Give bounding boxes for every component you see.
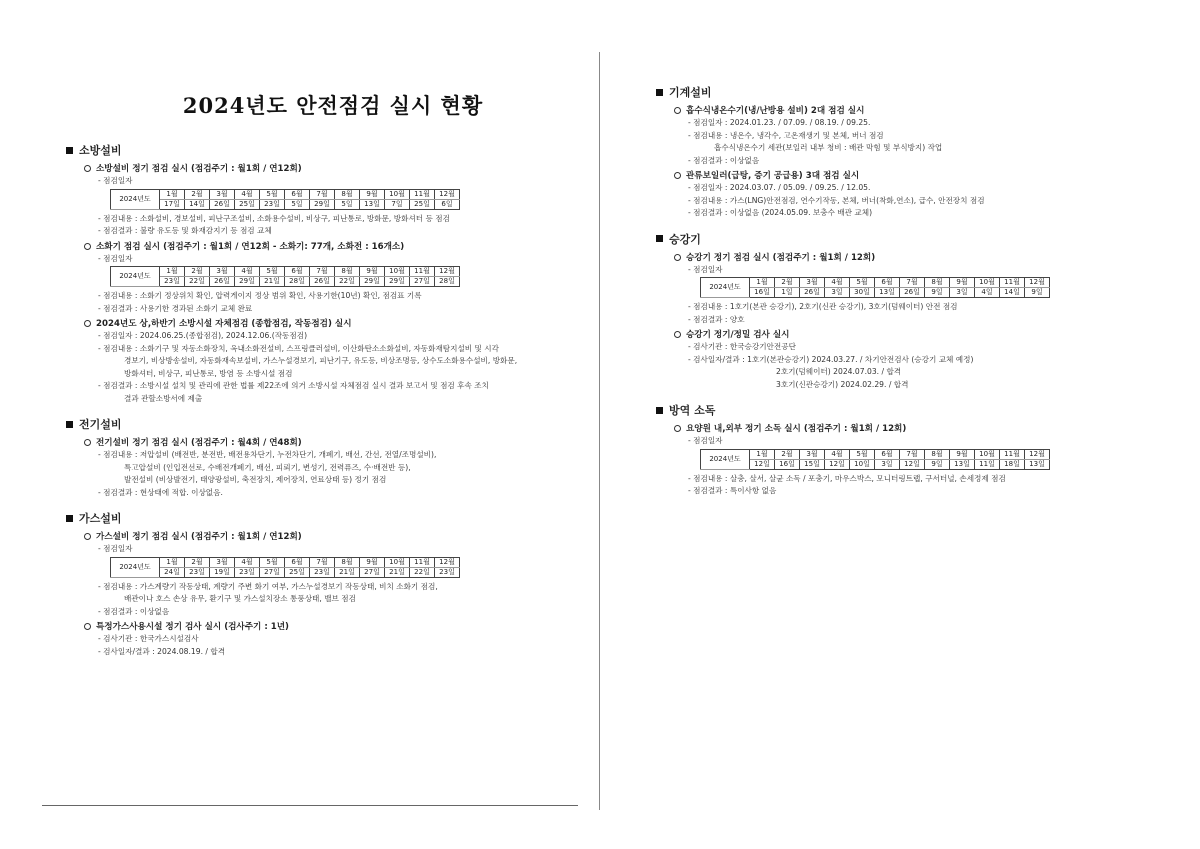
schedule-day-cell: 14일	[185, 199, 210, 209]
circle-bullet-icon	[84, 243, 91, 250]
subsection-title-text: 2024년도 상,하반기 소방시설 자체점검 (종합점검, 작동점검) 실시	[96, 319, 352, 329]
schedule-day-cell: 23일	[235, 567, 260, 577]
section-title	[656, 84, 1086, 100]
schedule-month-cell: 12월	[1025, 278, 1050, 288]
right-column	[656, 84, 1086, 509]
detail-line: - 점검결과 : 불량 유도등 및 화재감지기 등 점검 교체	[98, 226, 272, 235]
circle-bullet-icon	[84, 623, 91, 630]
detail-line: - 점검일자	[98, 176, 133, 185]
schedule-day-cell: 22일	[410, 567, 435, 577]
schedule-day-row	[111, 277, 460, 287]
subsection	[84, 530, 566, 617]
schedule-month-cell: 8월	[925, 278, 950, 288]
schedule-day-cell: 13일	[950, 459, 975, 469]
square-bullet-icon	[66, 515, 73, 522]
schedule-month-cell: 4월	[825, 278, 850, 288]
schedule-day-cell: 27일	[410, 277, 435, 287]
schedule-month-cell: 9월	[360, 267, 385, 277]
schedule-month-cell: 4월	[235, 267, 260, 277]
schedule-day-row	[701, 288, 1050, 298]
schedule-day-cell: 19일	[210, 567, 235, 577]
detail-line: - 점검일자	[688, 264, 723, 274]
schedule-day-cell: 29일	[235, 277, 260, 287]
subsection	[674, 422, 1086, 497]
schedule-month-cell: 8월	[925, 449, 950, 459]
section-title-text: 방역 소독	[669, 404, 716, 417]
detail-line: - 점검일자	[98, 544, 133, 553]
subsection-title	[84, 240, 566, 252]
detail-line: - 검사기관 : 한국승강기안전공단	[688, 342, 796, 351]
detail-line: - 점검일자	[98, 253, 133, 263]
detail-line: - 점검결과 : 이상없음 (2024.05.09. 보충수 배관 교체)	[688, 208, 873, 217]
schedule-day-cell: 24일	[160, 567, 185, 577]
detail-line: - 점검결과 : 특이사항 없음	[688, 486, 777, 495]
schedule-month-cell: 7월	[900, 449, 925, 459]
column-divider	[599, 52, 600, 810]
schedule-month-cell: 3월	[210, 267, 235, 277]
section-title-text: 소방설비	[79, 144, 122, 157]
schedule-day-row	[701, 459, 1050, 469]
schedule-day-cell: 22일	[185, 277, 210, 287]
schedule-month-cell: 1월	[750, 449, 775, 459]
schedule-month-cell: 11월	[410, 189, 435, 199]
schedule-month-cell: 3월	[210, 189, 235, 199]
subsection	[674, 251, 1086, 326]
schedule-month-cell: 3월	[210, 557, 235, 567]
schedule-day-cell: 12일	[900, 459, 925, 469]
schedule-month-cell: 2월	[185, 557, 210, 567]
section	[66, 510, 566, 657]
schedule-month-cell: 1월	[160, 557, 185, 567]
schedule-year-cell: 2024년도	[701, 278, 750, 298]
square-bullet-icon	[66, 147, 73, 154]
schedule-day-cell: 11일	[975, 459, 1000, 469]
schedule-month-cell: 1월	[160, 267, 185, 277]
schedule-day-cell: 22일	[335, 277, 360, 287]
schedule-day-cell: 13일	[1025, 459, 1050, 469]
schedule-day-cell: 29일	[360, 277, 385, 287]
schedule-month-cell: 5월	[260, 267, 285, 277]
schedule-month-cell: 6월	[875, 449, 900, 459]
detail-line: - 점검내용 : 소화기 정상위치 확인, 압력게이지 정상 범위 확인, 사용기한(10년) 확인, 점검표 기록	[98, 291, 422, 300]
schedule-month-cell: 9월	[950, 278, 975, 288]
schedule-month-row	[111, 189, 460, 199]
detail-continuation: 2호기(덤웨이터) 2024.07.03. / 합격	[776, 367, 902, 376]
schedule-month-cell: 9월	[360, 189, 385, 199]
schedule-day-cell: 27일	[360, 567, 385, 577]
schedule-month-row	[701, 278, 1050, 288]
schedule-day-cell: 13일	[360, 199, 385, 209]
section-title	[656, 231, 1086, 247]
schedule-month-cell: 7월	[310, 557, 335, 567]
schedule-day-cell: 5일	[335, 199, 360, 209]
detail-continuation: 특고압설비 (인입전선로, 수배전개폐기, 배선, 피뢰기, 변성기, 전력퓨즈, 수·배전반 등),	[124, 462, 411, 472]
detail-line: - 점검결과 : 양호	[688, 314, 745, 324]
detail-line: - 점검결과 : 소방시설 설치 및 관리에 관한 법률 제22조에 의거 소방시설 자체점검 실시 결과 보고서 및 점검 후속 조치	[98, 381, 489, 390]
schedule-day-cell: 9일	[925, 288, 950, 298]
subsection	[84, 620, 566, 657]
schedule-day-cell: 3일	[825, 288, 850, 298]
schedule-day-cell: 6일	[435, 199, 460, 209]
schedule-month-row	[111, 267, 460, 277]
section	[656, 231, 1086, 391]
schedule-day-cell: 17일	[160, 199, 185, 209]
schedule-day-cell: 7일	[385, 199, 410, 209]
detail-continuation: 경보기, 비상방송설비, 자동화재속보설비, 가스누설경보기, 피난기구, 유도등, 비상조명등, 상수도소화용수설비, 방화문,	[124, 356, 518, 365]
schedule-table	[110, 557, 460, 578]
schedule-day-cell: 28일	[285, 277, 310, 287]
schedule-day-cell: 18일	[1000, 459, 1025, 469]
subsection-title	[84, 620, 566, 632]
schedule-day-cell: 29일	[310, 199, 335, 209]
schedule-day-cell: 21일	[335, 567, 360, 577]
detail-line: - 검사일자/결과 : 2024.08.19. / 합격	[98, 646, 226, 656]
schedule-day-cell: 30일	[850, 288, 875, 298]
schedule-month-row	[701, 449, 1050, 459]
schedule-day-cell: 26일	[210, 199, 235, 209]
schedule-month-cell: 7월	[310, 189, 335, 199]
square-bullet-icon	[656, 235, 663, 242]
subsection	[84, 317, 566, 404]
schedule-month-cell: 11월	[1000, 278, 1025, 288]
schedule-day-cell: 12일	[750, 459, 775, 469]
schedule-year-cell: 2024년도	[111, 189, 160, 209]
square-bullet-icon	[656, 89, 663, 96]
section-title	[656, 402, 1086, 418]
schedule-month-cell: 11월	[1000, 449, 1025, 459]
schedule-day-cell: 21일	[260, 277, 285, 287]
section-title	[66, 416, 566, 432]
schedule-month-cell: 9월	[950, 449, 975, 459]
subsection-title-text: 흡수식냉온수기(냉/난방용 설비) 2대 점검 실시	[686, 106, 865, 116]
schedule-day-cell: 10일	[850, 459, 875, 469]
left-column	[66, 84, 566, 669]
detail-line: - 점검일자 : 2024.01.23. / 07.09. / 08.19. / 09.25.	[688, 118, 871, 127]
schedule-month-cell: 3월	[800, 449, 825, 459]
subsection-title-text: 특정가스사용시설 정기 검사 실시 (검사주기 : 1년)	[96, 622, 289, 632]
section-title-text: 가스설비	[79, 512, 122, 525]
subsection-title-text: 소화기 점검 실시 (점검주기 : 월1회 / 연12회 - 소화기: 77개, 소화전 : 16개소)	[96, 241, 405, 252]
schedule-month-cell: 6월	[875, 278, 900, 288]
schedule-day-cell: 9일	[925, 459, 950, 469]
subsection-title	[674, 251, 1086, 263]
detail-line: - 점검내용 : 냉온수, 냉각수, 고온재생기 및 본체, 버너 점검	[688, 130, 884, 140]
subsection-title	[674, 104, 1086, 116]
schedule-month-cell: 12월	[435, 557, 460, 567]
section	[656, 84, 1086, 219]
schedule-month-cell: 6월	[285, 267, 310, 277]
schedule-day-row	[111, 199, 460, 209]
subsection-title	[674, 422, 1086, 434]
schedule-year-cell: 2024년도	[701, 449, 750, 469]
schedule-day-cell: 13일	[875, 288, 900, 298]
schedule-month-cell: 11월	[410, 557, 435, 567]
detail-line: - 점검일자 : 2024.03.07. / 05.09. / 09.25. / 12.05.	[688, 183, 871, 192]
schedule-month-cell: 10월	[385, 557, 410, 567]
circle-bullet-icon	[84, 533, 91, 540]
subsection-title-text: 가스설비 정기 점검 실시 (점검주기 : 월1회 / 연12회)	[96, 532, 302, 542]
schedule-day-cell: 26일	[310, 277, 335, 287]
section	[656, 402, 1086, 497]
schedule-month-cell: 12월	[1025, 449, 1050, 459]
section-title-text: 전기설비	[79, 418, 122, 431]
subsection-title-text: 전기설비 정기 점검 실시 (점검주기 : 월4회 / 연48회)	[96, 438, 302, 448]
schedule-day-cell: 29일	[385, 277, 410, 287]
schedule-month-cell: 5월	[260, 189, 285, 199]
schedule-month-cell: 2월	[185, 189, 210, 199]
subsection-title	[674, 169, 1086, 181]
schedule-month-cell: 1월	[750, 278, 775, 288]
schedule-day-cell: 26일	[900, 288, 925, 298]
subsection	[84, 240, 566, 315]
detail-line: - 검사기관 : 한국가스시설검사	[98, 634, 199, 643]
subsection-title	[84, 530, 566, 542]
schedule-table	[700, 277, 1050, 298]
schedule-month-cell: 2월	[775, 278, 800, 288]
schedule-month-cell: 10월	[975, 278, 1000, 288]
section-title-text: 승강기	[669, 232, 701, 246]
schedule-day-cell: 3일	[950, 288, 975, 298]
schedule-day-cell: 12일	[825, 459, 850, 469]
schedule-day-cell: 23일	[160, 277, 185, 287]
schedule-month-cell: 7월	[310, 267, 335, 277]
schedule-day-cell: 9일	[1025, 288, 1050, 298]
subsection	[84, 436, 566, 498]
circle-bullet-icon	[674, 254, 681, 261]
section	[66, 416, 566, 498]
schedule-day-cell: 25일	[410, 199, 435, 209]
detail-line: - 점검내용 : 가스(LNG)안전점검, 연수기작동, 본체, 버너(착화,연소), 급수, 안전장치 점검	[688, 195, 985, 205]
schedule-day-cell: 4일	[975, 288, 1000, 298]
subsection-title-text: 소방설비 정기 점검 실시 (점검주기 : 월1회 / 연12회)	[96, 164, 302, 174]
schedule-month-cell: 5월	[850, 278, 875, 288]
detail-line: - 점검내용 : 저압설비 (배전반, 분전반, 배전용차단기, 누전차단기, 개폐기, 배선, 간선, 전열/조명설비),	[98, 450, 437, 459]
subsection-title-text: 승강기 정기/정밀 검사 실시	[686, 330, 790, 340]
circle-bullet-icon	[84, 439, 91, 446]
schedule-day-row	[111, 567, 460, 577]
detail-continuation: 결과 관할소방서에 제출	[124, 393, 203, 403]
schedule-month-cell: 10월	[975, 449, 1000, 459]
schedule-day-cell: 21일	[385, 567, 410, 577]
detail-line: - 점검결과 : 이상없음	[98, 606, 170, 616]
subsection	[674, 328, 1086, 390]
subsection	[84, 162, 566, 237]
schedule-day-cell: 1일	[775, 288, 800, 298]
schedule-day-cell: 25일	[285, 567, 310, 577]
schedule-day-cell: 23일	[185, 567, 210, 577]
subsection-title-text: 승강기 정기 점검 실시 (점검주기 : 월1회 / 12회)	[686, 252, 876, 263]
detail-line: - 점검내용 : 1호기(본관 승강기), 2호기(신관 승강기), 3호기(덤웨이터) 안전 점검	[688, 302, 958, 311]
square-bullet-icon	[66, 421, 73, 428]
schedule-month-cell: 8월	[335, 267, 360, 277]
schedule-day-cell: 16일	[775, 459, 800, 469]
schedule-day-cell: 26일	[210, 277, 235, 287]
schedule-month-cell: 5월	[260, 557, 285, 567]
schedule-day-cell: 15일	[800, 459, 825, 469]
schedule-day-cell: 23일	[435, 567, 460, 577]
schedule-month-cell: 8월	[335, 189, 360, 199]
detail-line: - 점검내용 : 살충, 살서, 살균 소독 / 포충기, 마우스박스, 모니터링트랩, 구서터널, 손세정제 점검	[688, 473, 1006, 483]
subsection-title	[84, 162, 566, 174]
schedule-month-cell: 12월	[435, 267, 460, 277]
schedule-year-cell: 2024년도	[111, 557, 160, 577]
subsection	[674, 169, 1086, 219]
circle-bullet-icon	[674, 331, 681, 338]
section-title-text: 기계설비	[669, 86, 712, 99]
section	[66, 142, 566, 404]
schedule-day-cell: 3일	[875, 459, 900, 469]
schedule-month-cell: 6월	[285, 189, 310, 199]
schedule-day-cell: 14일	[1000, 288, 1025, 298]
schedule-month-cell: 4월	[235, 189, 260, 199]
schedule-day-cell: 5일	[285, 199, 310, 209]
detail-line: - 검사일자/결과 : 1호기(본관승강기) 2024.03.27. / 차기안전검사 (승강기 교체 예정)	[688, 354, 974, 364]
circle-bullet-icon	[674, 425, 681, 432]
detail-continuation: 3호기(신관승강기) 2024.02.29. / 합격	[776, 379, 909, 389]
schedule-day-cell: 27일	[260, 567, 285, 577]
subsection-title	[84, 317, 566, 329]
schedule-year-cell: 2024년도	[111, 267, 160, 287]
detail-line: - 점검결과 : 사용기한 경과된 소화기 교체 완료	[98, 303, 253, 313]
schedule-table	[700, 449, 1050, 470]
schedule-month-cell: 8월	[335, 557, 360, 567]
subsection-title-text: 관류보일러(급탕, 증기 공급용) 3대 점검 실시	[686, 171, 860, 181]
schedule-month-cell: 3월	[800, 278, 825, 288]
detail-continuation: 방화셔터, 비상구, 피난통로, 방염 등 소방시설 점검	[124, 368, 293, 378]
detail-continuation: 흡수식냉온수기 세관(보일러 내부 청비 : 배관 막힘 및 부식방지) 작업	[714, 143, 943, 152]
circle-bullet-icon	[674, 172, 681, 179]
schedule-month-cell: 10월	[385, 189, 410, 199]
detail-continuation: 발전설비 (비상발전기, 태양광설비, 축전장치, 제어장치, 연료상태 등) 정기 점검	[124, 475, 387, 484]
document-title: 2024년도 안전점검 실시 현황	[182, 93, 484, 118]
schedule-month-cell: 6월	[285, 557, 310, 567]
subsection	[674, 104, 1086, 166]
circle-bullet-icon	[674, 107, 681, 114]
schedule-month-cell: 7월	[900, 278, 925, 288]
detail-line: - 점검일자 : 2024.06.25.(종합점검), 2024.12.06.(작동점검)	[98, 331, 308, 340]
schedule-day-cell: 16일	[750, 288, 775, 298]
schedule-day-cell: 26일	[800, 288, 825, 298]
detail-line: - 점검결과 : 현상태에 적합. 이상없음.	[98, 487, 223, 497]
detail-line: - 점검내용 : 소화설비, 경보설비, 피난구조설비, 소화용수설비, 비상구, 피난통로, 방화문, 방화셔터 등 점검	[98, 213, 450, 223]
schedule-month-row	[111, 557, 460, 567]
schedule-month-cell: 4월	[235, 557, 260, 567]
schedule-month-cell: 10월	[385, 267, 410, 277]
schedule-month-cell: 4월	[825, 449, 850, 459]
schedule-day-cell: 23일	[310, 567, 335, 577]
detail-line: - 점검내용 : 가스계량기 작동상태, 계량기 주변 화기 여부, 가스누설경보기 작동상태, 비치 소화기 점검,	[98, 581, 438, 591]
circle-bullet-icon	[84, 320, 91, 327]
schedule-month-cell: 5월	[850, 449, 875, 459]
subsection-title	[674, 328, 1086, 340]
schedule-day-cell: 23일	[260, 199, 285, 209]
circle-bullet-icon	[84, 165, 91, 172]
section-title	[66, 510, 566, 526]
schedule-month-cell: 2월	[185, 267, 210, 277]
schedule-month-cell: 9월	[360, 557, 385, 567]
schedule-table	[110, 189, 460, 210]
section-title	[66, 142, 566, 158]
schedule-day-cell: 28일	[435, 277, 460, 287]
schedule-month-cell: 2월	[775, 449, 800, 459]
footer-rule	[42, 805, 578, 806]
schedule-table	[110, 266, 460, 287]
subsection-title	[84, 436, 566, 448]
square-bullet-icon	[656, 407, 663, 414]
schedule-month-cell: 11월	[410, 267, 435, 277]
detail-line: - 점검내용 : 소화기구 및 자동소화장치, 옥내소화전설비, 스프링클러설비, 이산화탄소소화설비, 자동화재탐지설비 및 시각	[98, 343, 499, 353]
schedule-month-cell: 1월	[160, 189, 185, 199]
schedule-day-cell: 25일	[235, 199, 260, 209]
subsection-title-text: 요양원 내,외부 정기 소독 실시 (점검주기 : 월1회 / 12회)	[686, 424, 907, 434]
detail-line: - 점검결과 : 이상없음	[688, 155, 760, 165]
schedule-month-cell: 12월	[435, 189, 460, 199]
detail-continuation: 배관이나 호스 손상 유무, 환기구 및 가스설치장소 통풍상태, 밸브 점검	[124, 594, 356, 603]
detail-line: - 점검일자	[688, 436, 723, 445]
